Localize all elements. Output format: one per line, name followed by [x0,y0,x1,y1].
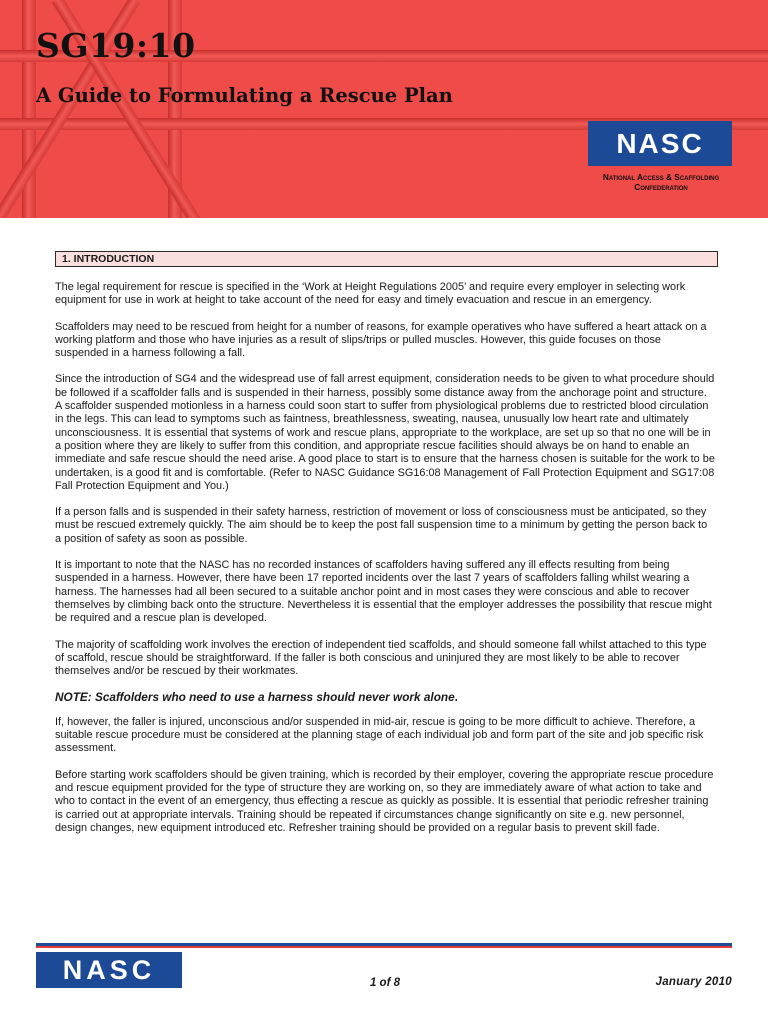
paragraph: The majority of scaffolding work involves the erection of independent tied scaffolds, and should someone fall whilst attached to this type of scaffold, rescue should be straightforward. If the faller is both conscious and uninjured they are most likely to be able to recover themselves and/or be rescued by their workmates. [55,638,707,678]
paragraph: The legal requirement for rescue is specified in the ‘Work at Height Regulations 2005’ and require every employer in selecting work equipment for use in work at height to take account of the need for easy and timely evacuation and rescue in an emergency. [55,281,686,307]
paragraph: If, however, the faller is injured, unconscious and/or suspended in mid-air, rescue is going to be more difficult to achieve. Therefore, a suitable rescue procedure must be considered at the planning stage of each individual job and form part of the site and job specific risk assessment. [55,715,704,755]
safety-note: NOTE: Scaffolders who need to use a harness should never work alone. [55,690,458,705]
paragraph: Since the introduction of SG4 and the widespread use of fall arrest equipment, consideration needs to be given to what procedure should be followed if a scaffolder falls and is suspended in their harness, possibly some distance away from the anchorage point and structure. A scaffolder suspended motionless in a harness could soon start to suffer from physiological problems due to restricted blood circulation in the legs. This can lead to symptoms such as faintness, breathlessness, sweating, nausea, unusually low heart rate and ultimately unconsciousness. It is essential that systems of work and rescue plans, appropriate to the workplace, are set up so that no one will be in a position where they are likely to suffer from this condition, and appropriate rescue facilities should always be on hand to enable an immediate and safe rescue should the need arise. A good place to start is to ensure that the harness chosen is suitable for the work to be undertaken, is a good fit and is comfortable. (Refer to NASC Guidance SG16:08 Management of Fall Protection Equipment and SG17:08 Fall Protection Equipment and You.) [55,373,715,492]
organisation-name-line-2: Confederation [634,182,688,192]
footer-nasc-logo: NASC [36,952,182,988]
organisation-name [580,172,742,192]
introduction-body [55,281,715,848]
paragraph: It is important to note that the NASC has no recorded instances of scaffolders having suffered any ill effects resulting from being suspended in a harness. However, there have been 17 reported incidents over the last 7 years of scaffolders falling whilst wearing a harness. The harnesses had all been secured to a suitable anchor point and in most cases they were conscious and able to recover themselves by climbing back onto the structure. Nevertheless it is essential that the employer addresses the possibility that rescue might be required and a rescue plan is developed. [55,559,712,625]
document-code: SG19:10 [36,26,196,65]
paragraph: Before starting work scaffolders should be given training, which is recorded by their employer, covering the appropriate rescue procedure and rescue equipment provided for the type of structure they are working on, so they are immediately aware of what action to take and who to contact in the event of an emergency, thus effecting a rescue as quickly as possible. It is essential that periodic refresher training is carried out at appropriate intervals. Training should be repeated if circumstances change significantly on site e.g. new personnel, design changes, new equipment introduced etc. Refresher training should be provided on a regular basis to prevent skill fade. [55,768,714,834]
footer-date: January 2010 [655,976,732,988]
page-number: 1 of 8 [369,977,401,989]
footer-rule [36,946,732,948]
organisation-name-line-1: National Access & Scaffolding [602,172,720,182]
section-heading-introduction: 1. INTRODUCTION [55,251,718,267]
document-title: A Guide to Formulating a Rescue Plan [36,84,453,107]
paragraph: If a person falls and is suspended in their safety harness, restriction of movement or loss of consciousness must be anticipated, so they must be rescued extremely quickly. The aim should be to keep the post fall suspension time to a minimum by getting the person back to a position of safety as soon as possible. [55,506,708,545]
nasc-logo: NASC [588,121,732,166]
header-banner [0,0,768,218]
paragraph: Scaffolders may need to be rescued from height for a number of reasons, for example operatives who have suffered a heart attack on a working platform and those who have injuries as a result of slips/trips or pulled muscles. However, this guide focuses on those suspended in a harness following a fall. [55,320,707,360]
safety-note-text: NOTE: Scaffolders who need to use a harness should never work alone [55,690,455,705]
